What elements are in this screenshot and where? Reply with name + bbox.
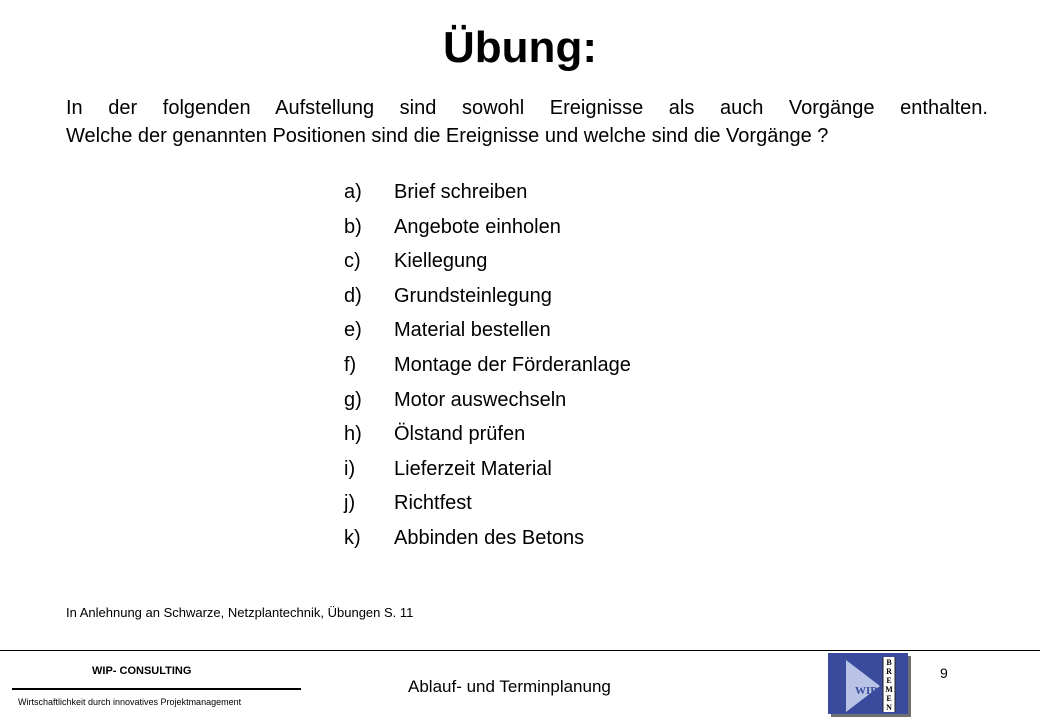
list-item [344,420,631,455]
item-text: Lieferzeit Material [394,457,552,480]
item-letter: e) [344,319,362,342]
item-letter: f) [344,353,357,376]
item-letter: b) [344,215,362,238]
footer-divider [0,650,1040,651]
list-item [344,489,631,524]
item-text: Motor auswechseln [394,388,567,411]
list-item [344,386,631,421]
logo-letter: B [886,658,892,667]
list-item [344,178,631,213]
logo-text: WIP [855,685,877,697]
list-item [344,282,631,317]
logo-letter: N [886,703,892,712]
list-item [344,455,631,490]
item-text: Material bestellen [394,319,551,342]
item-letter: i) [344,457,356,480]
intro-line-2: Welche der genannten Positionen sind die Ereignisse und welche sind die Vorgänge ? [66,125,829,147]
footer-topic: Ablauf- und Terminplanung [408,677,611,696]
item-text: Angebote einholen [394,215,561,238]
company-rule [12,688,301,690]
logo-letter: E [886,694,892,703]
intro-text [66,94,988,150]
list-item [344,524,631,559]
item-text: Richtfest [394,492,472,515]
company-tagline: Wirtschaftlichkeit durch innovatives Projektmanagement [18,697,242,707]
item-letter: d) [344,284,362,307]
item-text: Grundsteinlegung [394,284,552,307]
list-item [344,247,631,282]
item-letter: h) [344,423,362,446]
list-item [344,316,631,351]
item-text: Abbinden des Betons [394,526,585,549]
company-name: WIP- CONSULTING [92,665,192,677]
item-text: Ölstand prüfen [394,423,526,446]
item-text: Brief schreiben [394,181,528,203]
source-note: In Anlehnung an Schwarze, Netzplantechnik, Übungen S. 11 [66,605,414,620]
item-letter: j) [344,492,356,515]
item-letter: c) [344,250,361,273]
item-text: Kiellegung [394,250,488,273]
item-letter: k) [344,526,361,549]
item-letter: a) [344,181,362,203]
wip-bremen-logo [826,652,912,718]
item-text: Montage der Förderanlage [394,353,631,376]
logo-letter: R [886,667,892,676]
page-number: 9 [940,665,948,681]
positions-list [344,178,631,559]
item-letter: g) [344,388,362,411]
slide-title: Übung: [443,23,597,72]
intro-line-1: In der folgenden Aufstellung sind sowohl Ereignisse als auch Vorgänge enthalten. [66,97,988,119]
logo-letter: M [885,685,893,694]
logo-letter: E [886,676,892,685]
list-item [344,351,631,386]
list-item [344,213,631,248]
